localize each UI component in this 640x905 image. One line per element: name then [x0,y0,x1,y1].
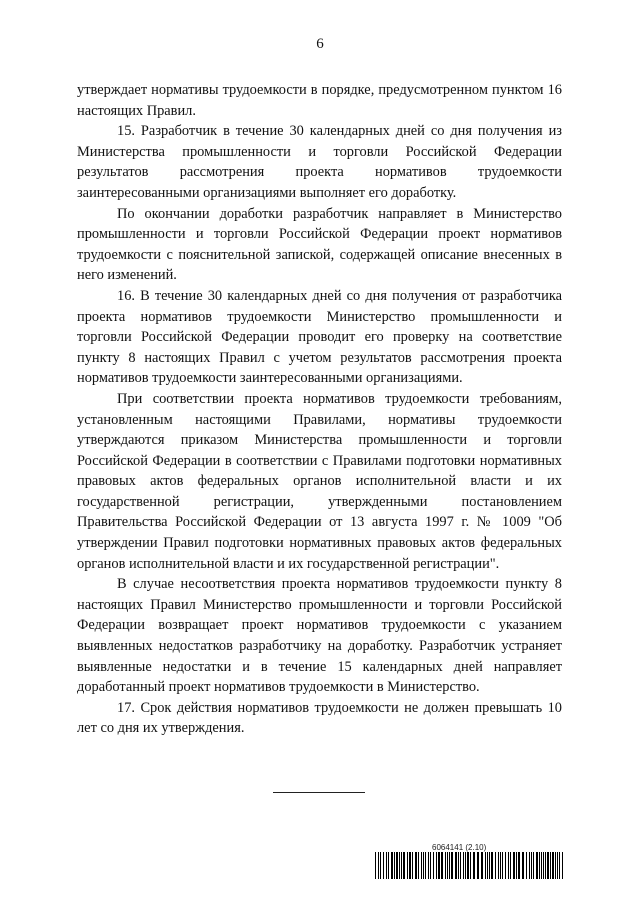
paragraph: утверждает нормативы трудоемкости в порядке, предусмотренном пунктом 16 настоящих Правил. [77,82,562,119]
paragraph: 15. Разработчик в течение 30 календарных дней со дня получения из Министерства промышленности и торговли Российской Федерации результатов рассмотрения проекта нормативов трудоемкости заинтересованными организациями выполняет его доработку. [77,123,562,201]
document-code: 6064141 (2.10) [432,843,487,852]
paragraph: В случае несоответствия проекта нормативов трудоемкости пункту 8 настоящих Правил Министерство промышленности и торговли Российской Федерации возвращает проект нормативов трудоемкости с указанием выявленных недостатков разработчику на доработку. Разработчик устраняет выявленные недостатки и в течение 15 календарных дней направляет доработанный проект нормативов трудоемкости в Министерство. [77,576,562,696]
paragraph: 16. В течение 30 календарных дней со дня получения от разработчика проекта нормативов трудоемкости Министерство промышленности и торговли Российской Федерации проводит его проверку на соответствие пункту 8 настоящих Правил с учетом результатов рассмотрения проекта нормативов трудоемкости заинтересованными организациями. [77,287,562,387]
paragraph: 17. Срок действия нормативов трудоемкости не должен превышать 10 лет со дня их утверждения. [77,699,562,737]
end-divider [273,792,365,793]
paragraph: При соответствии проекта нормативов трудоемкости требованиям, установленным настоящими Правилами, нормативы трудоемкости утверждаются приказом Министерства промышленности и торговли Российской Федерации в соответствии с Правилами подготовки нормативных правовых актов федеральных органов исполнительной власти и их государственной регистрации, утвержденными постановлением Правительства Российской Федерации от 13 августа 1997 г. № 1009 "Об утверждении Правил подготовки нормативных правовых актов федеральных органов исполнительной власти и их государственной регистрации". [77,390,562,572]
page-number: 6 [316,36,324,52]
document-body [77,80,562,739]
paragraph: По окончании доработки разработчик направляет в Министерство промышленности и торговли Российской Федерации проект нормативов трудоемкости с пояснительной запиской, содержащей описание внесенных в него изменений. [77,205,562,284]
barcode-icon [375,852,565,879]
